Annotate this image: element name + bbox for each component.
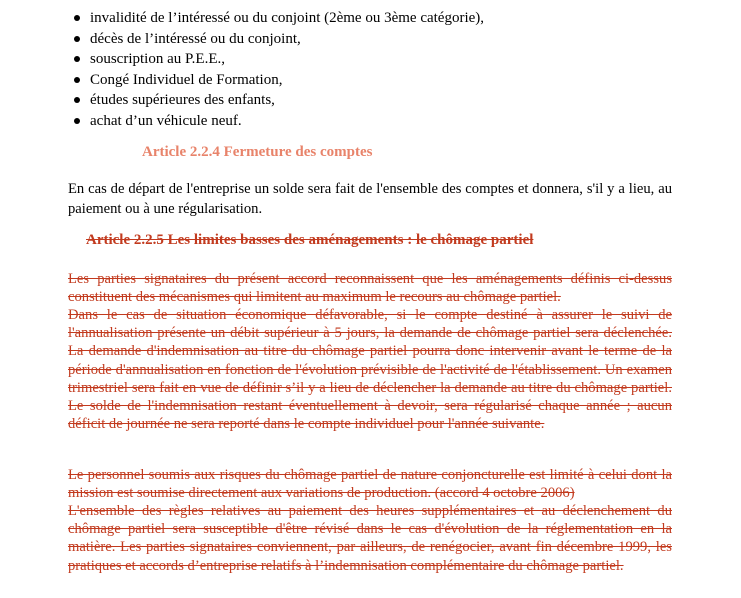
bullet-text: Congé Individuel de Formation, xyxy=(90,71,283,88)
bullet-icon xyxy=(74,97,80,103)
list-item xyxy=(74,70,484,91)
bullet-icon xyxy=(74,56,80,62)
list-item xyxy=(74,90,484,111)
article-225-paragraph-4: L'ensemble des règles relatives au paiement des heures supplémentaires et au déclenchement du chômage partiel sera susceptible d'être révisé dans le cas d'évolution de la réglementation en la matière. Les parties signataires conviennent, par ailleurs, de renégocier, avant fin décembre 1999, les pratiques et accords d’entreprise relatifs à l’indemnisation complémentaire du chômage partiel. xyxy=(68,503,672,574)
list-item xyxy=(74,111,484,132)
article-225-paragraph-3: Le personnel soumis aux risques du chômage partiel de nature conjoncturelle est limité à celui dont la mission est soumise directement aux variations de production. (accord 4 octobre 2006) xyxy=(68,467,672,502)
article-225-heading: Article 2.2.5 Les limites basses des aménagements : le chômage partiel xyxy=(86,232,534,248)
article-224-body: En cas de départ de l'entreprise un solde sera fait de l'ensemble des comptes et donnera, s'il y a lieu, au paiement ou à une régularisation. xyxy=(68,181,672,217)
bullet-text: achat d’un véhicule neuf. xyxy=(90,112,242,129)
bullet-icon xyxy=(74,77,80,83)
bullet-text: souscription au P.E.E., xyxy=(90,51,225,68)
article-225-paragraph-1: Les parties signataires du présent accord reconnaissent que les aménagements définis ci-dessus constituent des mécanismes qui limitent au maximum le recours au chômage partiel. xyxy=(68,271,672,306)
list-item xyxy=(74,49,484,70)
bullet-text: décès de l’intéressé ou du conjoint, xyxy=(90,30,301,47)
bullet-list xyxy=(74,8,484,132)
bullet-icon xyxy=(74,15,80,21)
list-item xyxy=(74,29,484,50)
bullet-text: invalidité de l’intéressé ou du conjoint (2ème ou 3ème catégorie), xyxy=(90,10,485,26)
article-224-heading: Article 2.2.4 Fermeture des comptes xyxy=(142,144,373,160)
article-225-paragraph-2: Dans le cas de situation économique défavorable, si le compte destiné à assurer le suivi de l'annualisation présente un débit supérieur à 5 jours, la demande de chômage partiel sera déclenchée. La demande d'indemnisation au titre du chômage partiel pourra donc intervenir avant le terme de la période d'annualisation en fonction de l'évolution prévisible de l'activité de l'établissement. Un examen trimestriel sera fait en vue de définir s’il y a lieu de déclencher la demande au titre du chômage partiel. Le solde de l'indemnisation restant éventuellement à devoir, sera régularisé chaque année ; aucun déficit de journée ne sera reporté dans le compte individuel pour l'année suivante. xyxy=(68,307,672,433)
bullet-icon xyxy=(74,118,80,124)
list-item xyxy=(74,8,484,29)
bullet-text: études supérieures des enfants, xyxy=(90,92,275,109)
bullet-icon xyxy=(74,36,80,42)
